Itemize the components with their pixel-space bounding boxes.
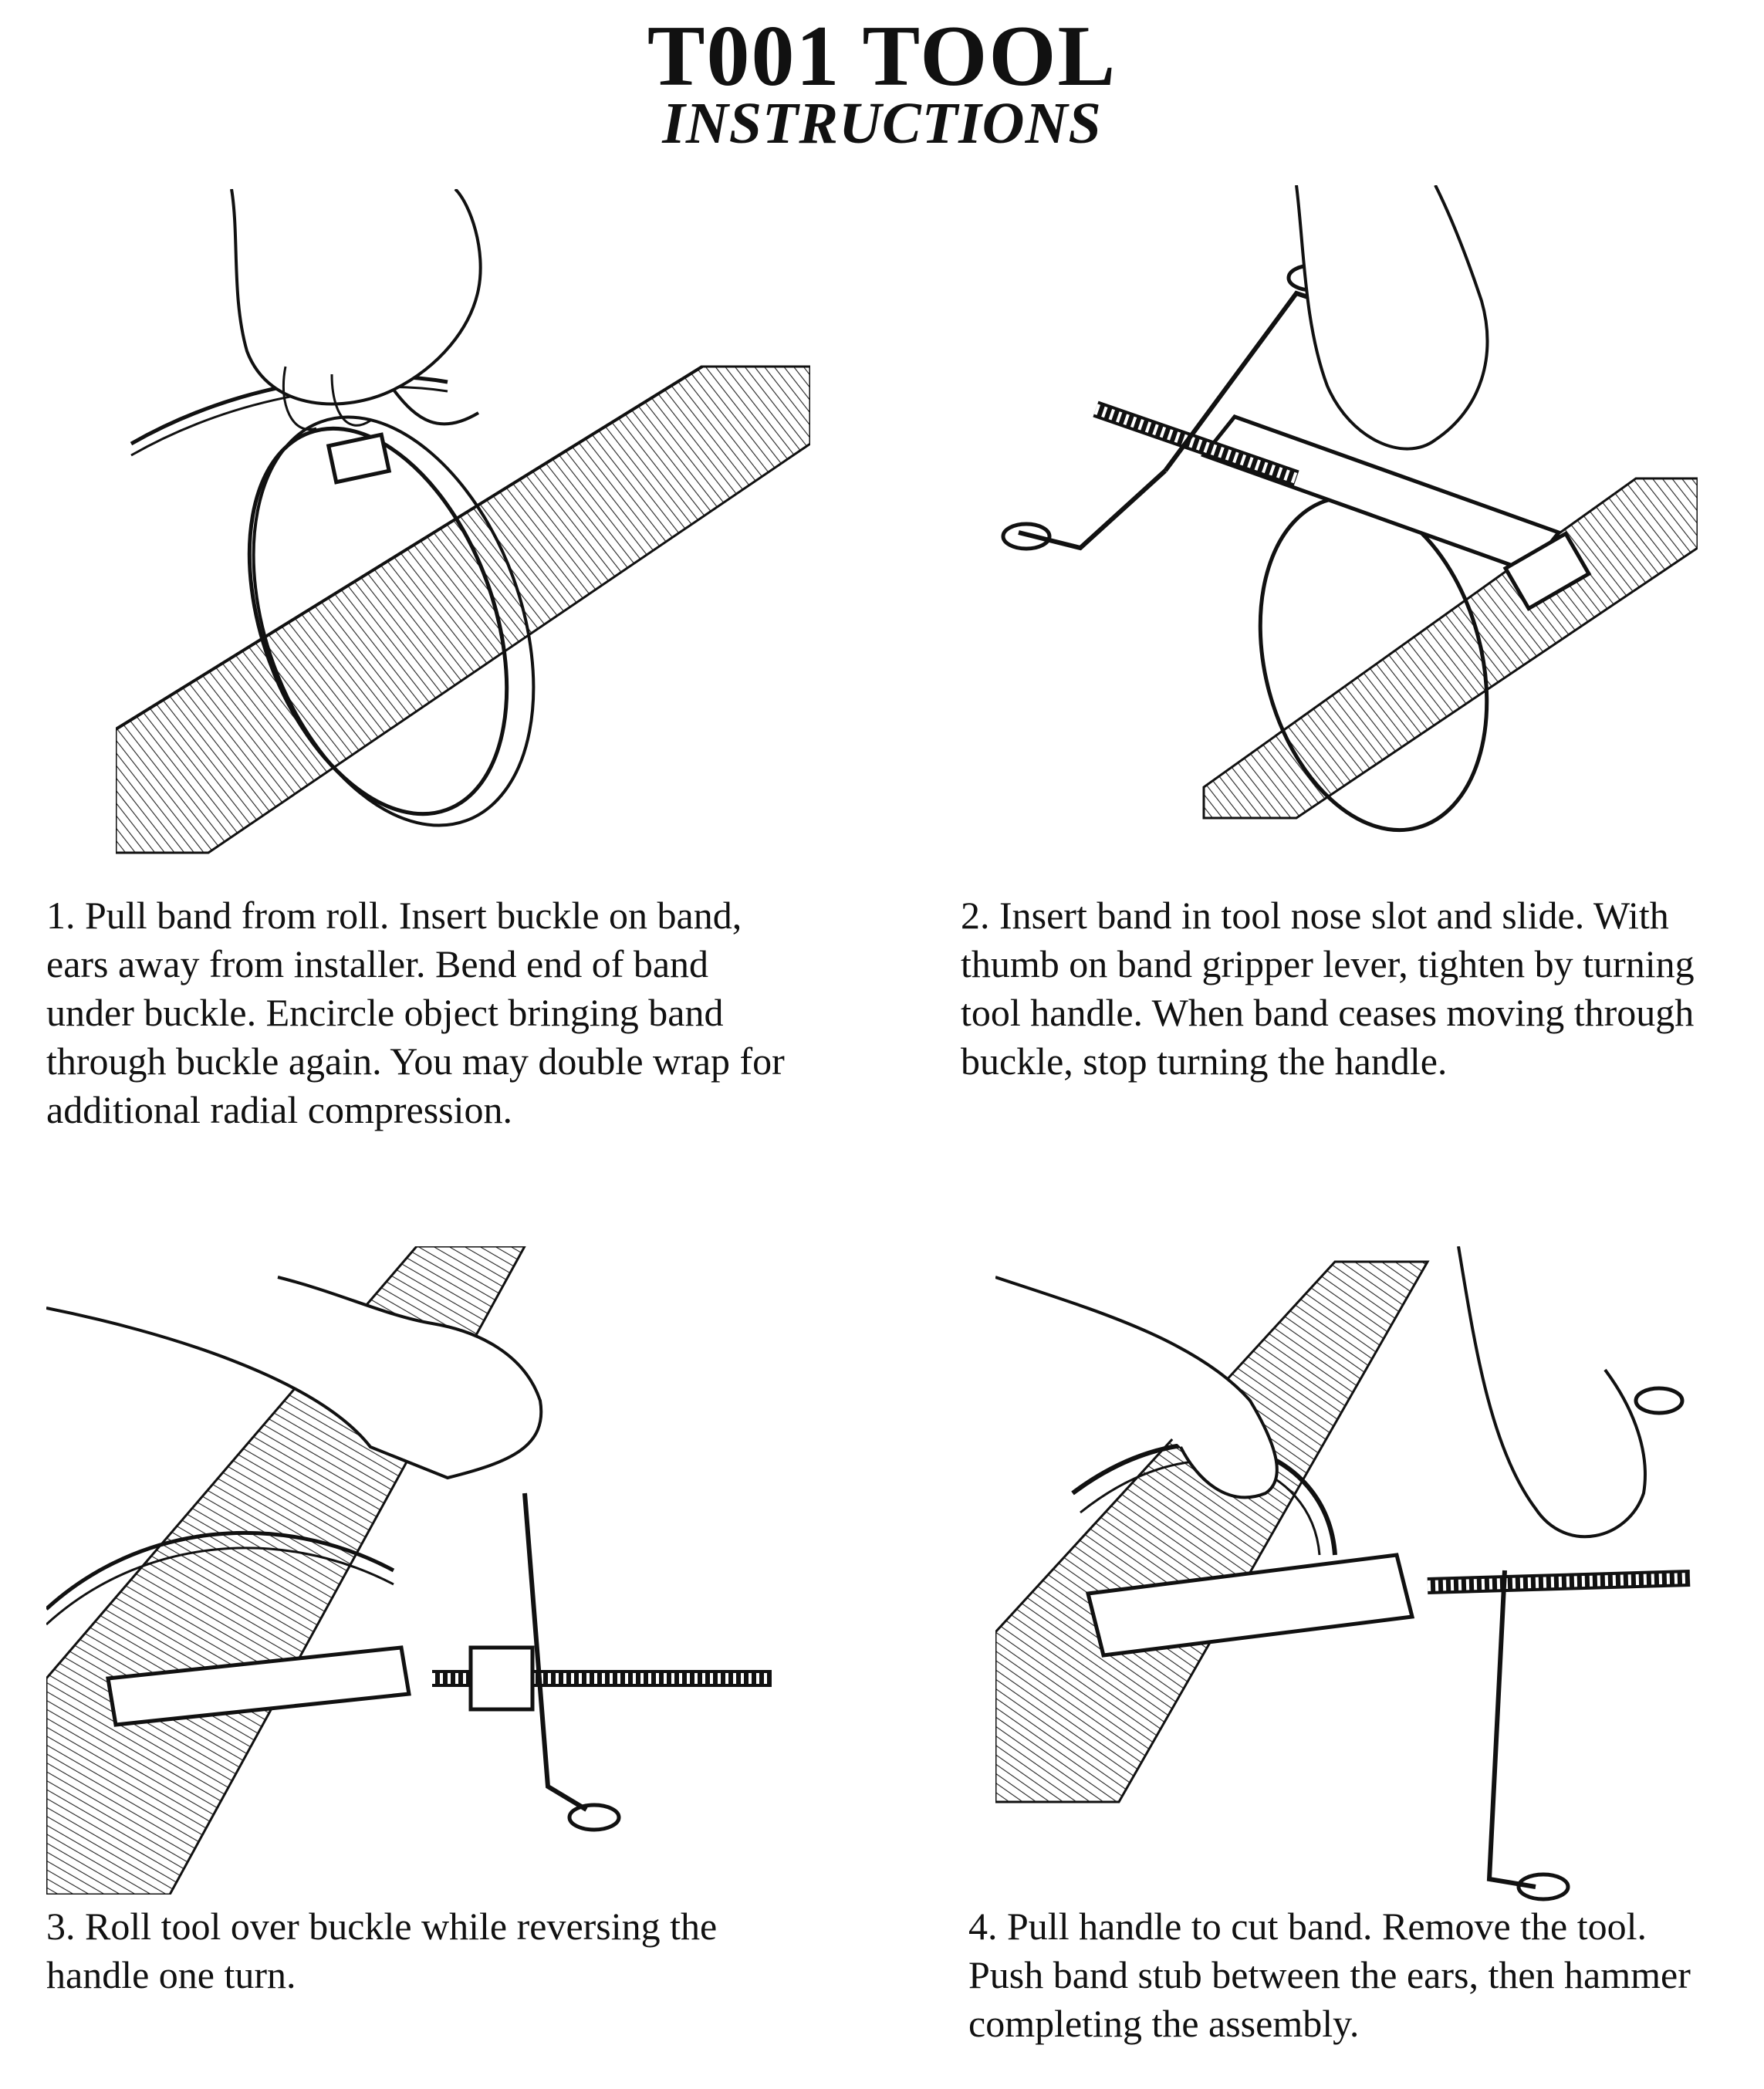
step-2-drawing (972, 185, 1698, 864)
pipe-shape (995, 1262, 1428, 1802)
step-3-caption: 3. Roll tool over buckle while reversing the handle one turn. (46, 1905, 718, 1996)
step-2-illustration (972, 185, 1698, 864)
hand-shape (1458, 1246, 1645, 1536)
step-2-caption: 2. Insert band in tool nose slot and slide. With thumb on band gripper lever, tighten by turning tool handle. When band ceases moving through buckle, stop turning the handle. (961, 894, 1695, 1083)
buckle-shape (329, 434, 389, 482)
page-subtitle: INSTRUCTIONS (662, 91, 1102, 156)
hand-shape (1296, 185, 1488, 449)
step-1-illustration (116, 189, 810, 868)
step-1-drawing (116, 189, 810, 868)
page-title: T001 TOOL (647, 8, 1117, 104)
crank-handle (1489, 1570, 1536, 1887)
step-1-caption: 1. Pull band from roll. Insert buckle on band, ears away from installer. Bend end of band under buckle. Encircle object bringing band through buckle again. You may double wrap for additional radial compression. (46, 894, 785, 1131)
hand-shape (231, 189, 481, 404)
crank-handle (1019, 293, 1343, 548)
step-4-drawing (995, 1246, 1721, 1918)
step-3-illustration (46, 1246, 818, 1895)
step-3-drawing (46, 1246, 818, 1895)
hand-shape (995, 1277, 1277, 1497)
step-4-illustration (995, 1246, 1721, 1918)
step-4-caption: 4. Pull handle to cut band. Remove the tool. Push band stub between the ears, then hammer completing the assembly. (968, 1905, 1691, 2045)
pipe-shape (116, 367, 810, 853)
